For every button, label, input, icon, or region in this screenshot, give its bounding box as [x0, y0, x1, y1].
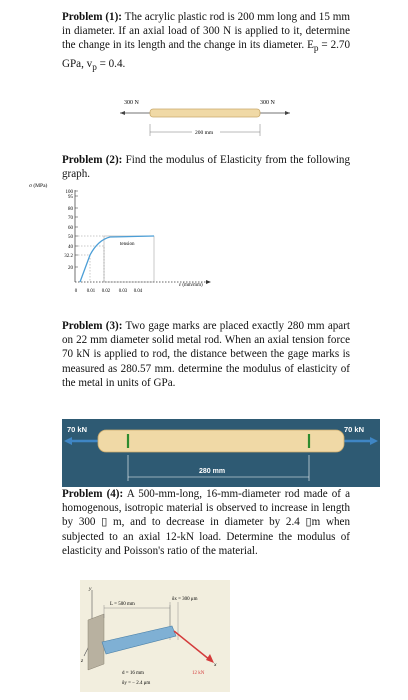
p3-load-left: 70 kN — [67, 425, 88, 434]
sub-e: p — [313, 44, 319, 55]
problem-1-figure — [110, 94, 300, 146]
problem-1-text — [62, 10, 350, 75]
p4-wall — [88, 614, 104, 670]
problem-3-label: Problem (3): — [62, 320, 123, 332]
ytick-70: 70 — [68, 216, 73, 221]
problem-1-body: The acrylic plastic rod is 200 mm long and 15 mm in diameter. If an axial load of 300 N is applied to it, determine the change in its length and the change in its diameter. E — [62, 11, 350, 52]
problem-1-end: = 0.4. — [96, 57, 126, 70]
ytick-95: 95 — [68, 195, 73, 200]
problem-3-body: Two gage marks are placed exactly 280 mm apart on 22 mm diameter solid metal rod. When an axial tension force 70 kN is applied to rod, the distance between the gage marks is measured as 280.57 mm. determine the modulus of elasticity of the metal in units of GPa. — [62, 320, 350, 389]
p1-load-left: 300 N — [124, 100, 139, 106]
ytick-50: 50 — [68, 235, 73, 240]
problem-3-text — [62, 319, 350, 390]
xtick-001: 0.01 — [86, 289, 96, 294]
sub-v: p — [92, 63, 97, 74]
p4-delta-y: δy = − 2.4 μm — [122, 681, 151, 686]
problem-2-body: Find the modulus of Elasticity from the following graph. — [62, 154, 350, 181]
p3-gage-label: 280 mm — [199, 468, 226, 475]
problem-1-mid: = 2.70 GPa, v — [62, 39, 350, 70]
problem-4-text — [62, 487, 350, 558]
ytick-40: 40 — [68, 245, 73, 250]
ytick-32: 32.2 — [64, 254, 73, 259]
p4-axis-z: z — [81, 658, 84, 664]
p1-load-right: 300 N — [260, 100, 275, 106]
p4-load: 12 kN — [192, 671, 205, 676]
problem-2-text — [62, 153, 350, 181]
xtick-002: 0.02 — [101, 289, 111, 294]
xtick-0: 0 — [74, 289, 78, 294]
p1-length-label: 200 mm — [195, 130, 214, 136]
p4-axis-x: x — [214, 662, 217, 668]
p3-load-right: 70 kN — [344, 425, 365, 434]
p4-axis-y: y — [89, 586, 92, 592]
problem-3-figure — [62, 419, 380, 487]
p4-length: L = 500 mm — [110, 602, 135, 607]
p4-delta-x: δx = 300 μm — [172, 597, 198, 602]
curve-label: tension — [120, 242, 135, 247]
xtick-003: 0.03 — [118, 289, 128, 294]
graph-ylabel: σ (MPa) — [29, 183, 48, 189]
problem-4-figure — [80, 580, 230, 692]
p3-rod — [98, 430, 344, 452]
ytick-100: 100 — [65, 190, 73, 195]
p4-diameter: d = 16 mm — [122, 671, 144, 676]
stress-strain-graph — [28, 180, 248, 305]
problem-4-body: A 500-mm-long, 16-mm-diameter rod made of a homogenous, isotropic material is observed to increase in length by 300 ▯ m, and to decrease in diameter by 2.4 ▯m when subjected to an axial 12-kN load. Determine the modulus of elasticity and Poisson's ratio of the material. — [62, 488, 350, 557]
tension-curve — [80, 236, 154, 282]
xtick-004: 0.04 — [133, 289, 143, 294]
ytick-60: 60 — [68, 226, 73, 231]
ytick-20: 20 — [68, 266, 73, 271]
problem-1-label: Problem (1): — [62, 11, 122, 23]
problem-2-label: Problem (2): — [62, 154, 123, 166]
graph-xlabel: ε (mm/mm) — [179, 283, 203, 288]
problem-4-label: Problem (4): — [62, 488, 124, 500]
p1-rod — [150, 109, 260, 117]
ytick-80: 80 — [68, 207, 73, 212]
